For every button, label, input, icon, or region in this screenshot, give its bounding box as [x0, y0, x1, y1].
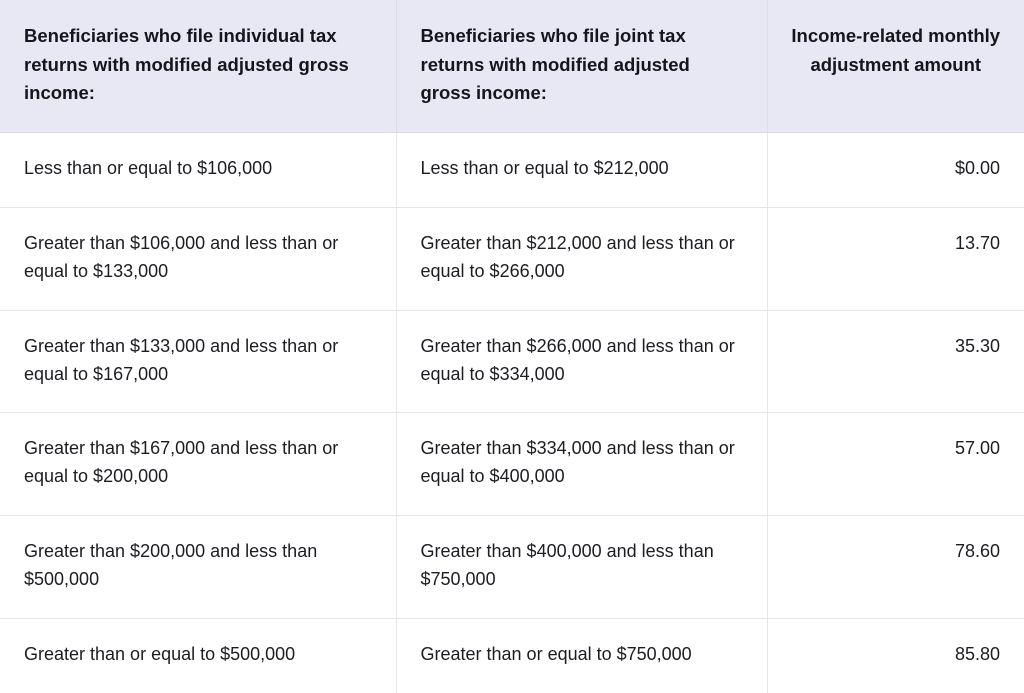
cell-individual-income-range: Greater than $133,000 and less than or equal to $167,000 — [0, 310, 396, 413]
column-header-individual-filers: Beneficiaries who file individual tax returns with modified adjusted gross income: — [0, 0, 396, 133]
cell-individual-income-range: Greater than or equal to $500,000 — [0, 619, 396, 693]
table-body — [0, 133, 1024, 693]
cell-individual-income-range: Greater than $167,000 and less than or equal to $200,000 — [0, 413, 396, 516]
cell-joint-income-range: Less than or equal to $212,000 — [396, 133, 767, 208]
cell-adjustment-amount: 35.30 — [767, 310, 1024, 413]
column-header-adjustment-amount: Income-related monthly adjustment amount — [767, 0, 1024, 133]
cell-adjustment-amount: $0.00 — [767, 133, 1024, 208]
table-header — [0, 0, 1024, 133]
column-header-joint-filers: Beneficiaries who file joint tax returns with modified adjusted gross income: — [396, 0, 767, 133]
table-row — [0, 413, 1024, 516]
table-row — [0, 516, 1024, 619]
cell-individual-income-range: Less than or equal to $106,000 — [0, 133, 396, 208]
cell-adjustment-amount: 57.00 — [767, 413, 1024, 516]
table-row — [0, 310, 1024, 413]
cell-joint-income-range: Greater than $212,000 and less than or equal to $266,000 — [396, 207, 767, 310]
cell-joint-income-range: Greater than $266,000 and less than or equal to $334,000 — [396, 310, 767, 413]
table-row — [0, 133, 1024, 208]
table-row — [0, 207, 1024, 310]
cell-adjustment-amount: 85.80 — [767, 619, 1024, 693]
cell-individual-income-range: Greater than $200,000 and less than $500,000 — [0, 516, 396, 619]
table-row — [0, 619, 1024, 693]
cell-joint-income-range: Greater than $400,000 and less than $750,000 — [396, 516, 767, 619]
cell-individual-income-range: Greater than $106,000 and less than or equal to $133,000 — [0, 207, 396, 310]
cell-joint-income-range: Greater than or equal to $750,000 — [396, 619, 767, 693]
cell-adjustment-amount: 13.70 — [767, 207, 1024, 310]
table-header-row — [0, 0, 1024, 133]
cell-adjustment-amount: 78.60 — [767, 516, 1024, 619]
cell-joint-income-range: Greater than $334,000 and less than or equal to $400,000 — [396, 413, 767, 516]
